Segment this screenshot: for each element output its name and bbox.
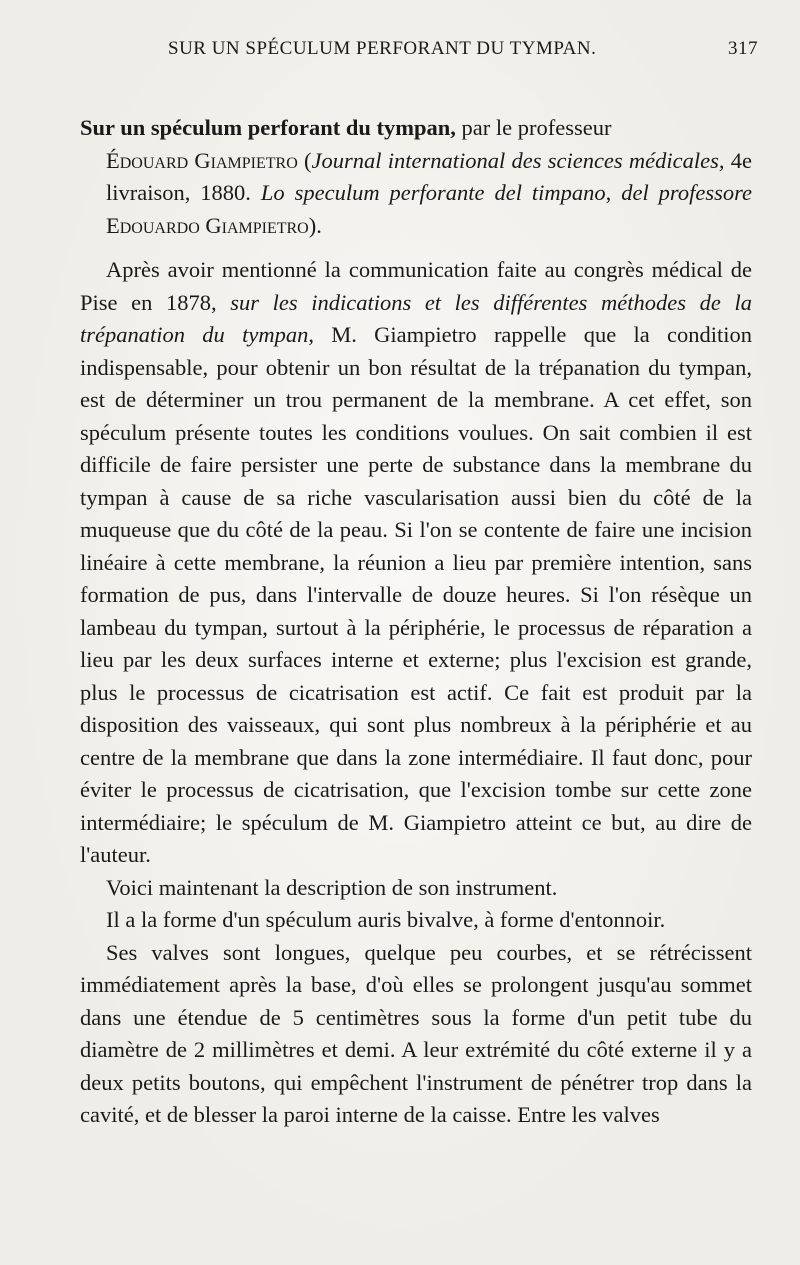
italian-title: Lo speculum perforante del timpano, del professore bbox=[260, 180, 752, 205]
paragraph-3: Il a la forme d'un spéculum auris bivalve, à forme d'entonnoir. bbox=[106, 907, 666, 932]
article-body bbox=[80, 254, 752, 1132]
entry-title-rest: par le professeur bbox=[455, 115, 612, 140]
italian-author: Edouardo Giampietro bbox=[106, 212, 309, 238]
journal-name: Journal international des sciences médicales, bbox=[311, 147, 725, 173]
paragraph-2: Voici maintenant la description de son instrument. bbox=[106, 874, 558, 900]
paragraph-1-pre: Après avoir mentionné la communication faite au congrès médical de Pise en 1878, bbox=[80, 257, 752, 315]
citation-open: ( bbox=[297, 147, 312, 173]
paragraph-1 bbox=[80, 254, 752, 872]
entry-author: Édouard Giampietro bbox=[106, 147, 298, 173]
running-title: SUR UN SPÉCULUM PERFORANT DU TYMPAN. bbox=[168, 38, 597, 59]
journal-issue: 4e livraison, 1880. bbox=[106, 147, 752, 205]
paragraph-1-post: M. Giampietro rappelle que la condition indispensable, pour obtenir un bon résultat de la trépanation du tympan, est de déterminer un trou permanent de la membrane. A cet effet, son spéculum présente toutes les conditions voulues. On sait combien il est difficile de faire persister une perte de substance dans la membrane du tympan à cause de sa riche vascularisation aussi bien du côté de la muqueuse que du côté de la peau. Si l'on se contente de faire une incision linéaire à cette membrane, la réunion a lieu par première intention, sans formation de pus, dans l'intervalle de douze heures. Si l'on résèque un lambeau du tympan, surtout à la périphérie, le processus de réparation a lieu par les deux surfaces interne et externe; plus l'excision est grande, plus le processus de cicatrisation est actif. Ce fait est produit par la disposition des vaisseaux, qui sont plus nombreux à la périphérie et au centre de la membrane que dans la zone intermédiaire. Il faut donc, pour éviter le processus de cicatrisation, que l'excision tombe sur cette zone intermédiaire; le spéculum de M. Giampietro atteint ce but, au dire de l'auteur. bbox=[80, 322, 752, 867]
paragraph-4: Ses valves sont longues, quelque peu courbes, et se rétrécissent immédiatement après la base, d'où elles se prolongent jusqu'au sommet dans une étendue de 5 centimètres sous la forme d'un petit tube du diamètre de 2 millimètres et demi. A leur extrémité du côté externe il y a deux petits boutons, qui empêchent l'instrument de pénétrer trop dans la cavité, et de blesser la paroi interne de la caisse. Entre les valves bbox=[80, 939, 752, 1127]
entry-citation bbox=[80, 145, 752, 243]
bibliographic-entry bbox=[80, 112, 752, 242]
citation-close: ). bbox=[308, 212, 322, 238]
entry-title: Sur un spéculum perforant du tympan, bbox=[80, 115, 456, 140]
running-header bbox=[168, 38, 758, 60]
paragraph-1-italic: sur les indications et les différentes méthodes de la trépanation du tympan, bbox=[80, 289, 752, 347]
page-number: 317 bbox=[728, 38, 758, 59]
